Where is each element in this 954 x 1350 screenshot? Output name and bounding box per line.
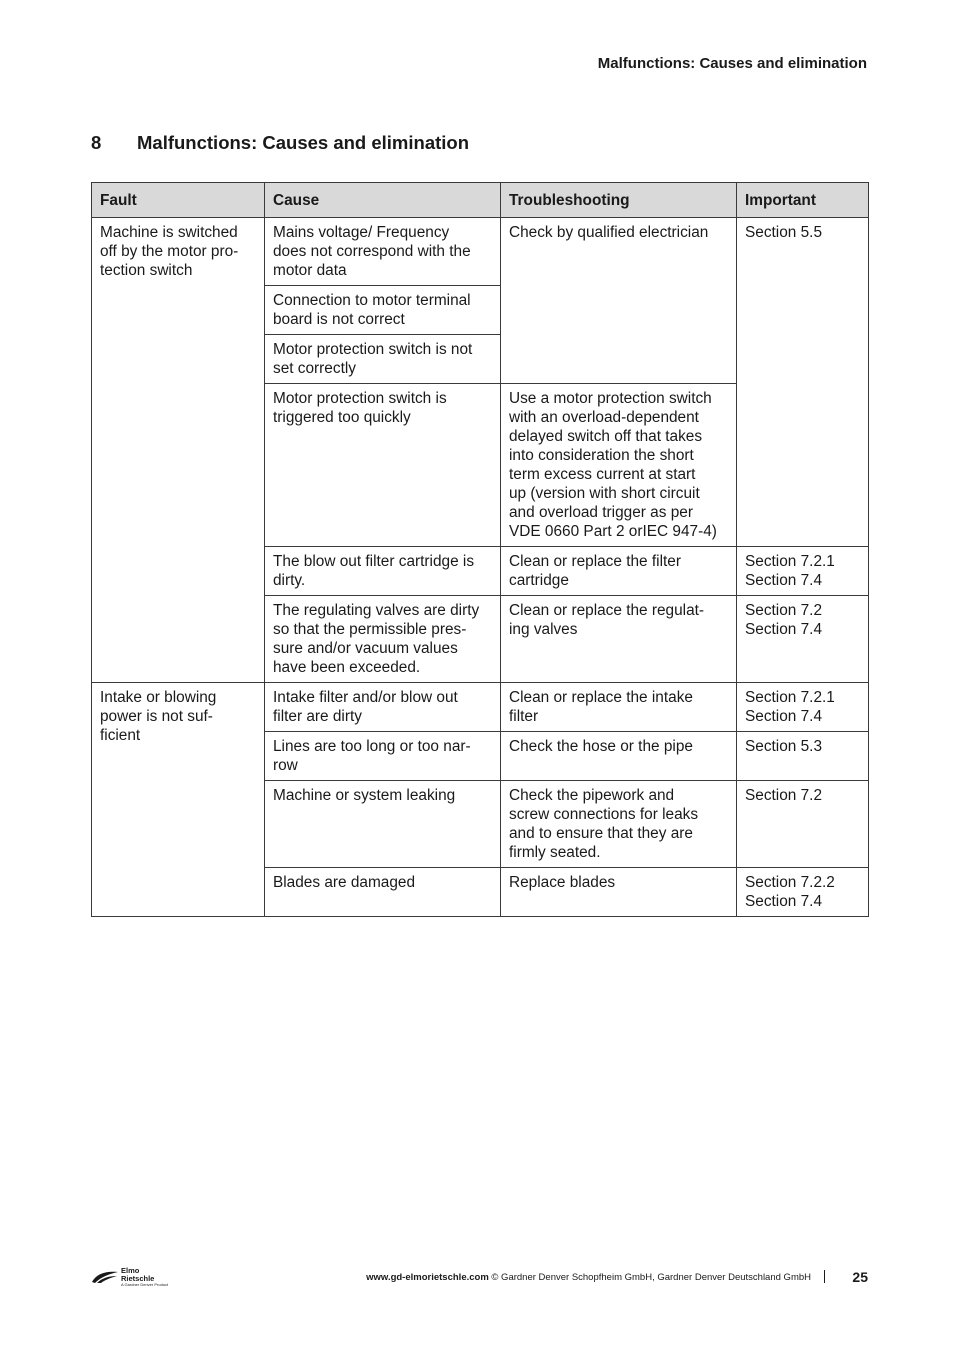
cell-line: ficient bbox=[100, 727, 141, 744]
cell-line: Machine or system leaking bbox=[273, 787, 456, 804]
troubleshooting-cell bbox=[501, 781, 737, 868]
footer-url[interactable]: www.gd-elmorietschle.com bbox=[366, 1272, 489, 1283]
cell-line: tection switch bbox=[100, 262, 193, 279]
cell-line: row bbox=[273, 757, 298, 774]
cell-line: Mains voltage/ Frequency bbox=[273, 224, 450, 241]
cell-line: screw connections for leaks bbox=[509, 806, 699, 823]
brand-wordmark bbox=[121, 1267, 168, 1287]
cell-line: with an overload-dependent bbox=[509, 409, 699, 426]
cell-line: Check by qualified electrician bbox=[509, 224, 709, 241]
troubleshooting-cell bbox=[501, 732, 737, 781]
cell-line: up (version with short circuit bbox=[509, 485, 700, 502]
section-title: Malfunctions: Causes and elimination bbox=[137, 132, 470, 153]
cell-line: Intake or blowing bbox=[100, 689, 217, 706]
cause-cell bbox=[265, 286, 501, 335]
cell-line: Motor protection switch is not bbox=[273, 341, 473, 358]
troubleshooting-cell bbox=[501, 218, 737, 384]
column-header-cause: Cause bbox=[265, 183, 501, 218]
cell-line: Section 7.2 bbox=[745, 602, 823, 619]
cause-cell bbox=[265, 547, 501, 596]
cell-line: Section 7.2.2 bbox=[745, 874, 835, 891]
troubleshooting-cell bbox=[501, 596, 737, 683]
cell-line: cartridge bbox=[509, 572, 569, 589]
cell-line: The blow out filter cartridge is bbox=[273, 553, 475, 570]
cell-line: Lines are too long or too nar- bbox=[273, 738, 471, 755]
important-cell bbox=[737, 218, 869, 547]
cell-line: motor data bbox=[273, 262, 347, 279]
table-row bbox=[92, 683, 869, 732]
column-header-fault: Fault bbox=[92, 183, 265, 218]
cell-line: triggered too quickly bbox=[273, 409, 411, 426]
cell-line: Section 7.4 bbox=[745, 572, 823, 589]
brand-logo bbox=[91, 1267, 168, 1287]
troubleshooting-cell bbox=[501, 683, 737, 732]
cell-line: Section 7.2 bbox=[745, 787, 823, 804]
cell-line: Clean or replace the filter bbox=[509, 553, 681, 570]
malfunctions-table bbox=[91, 182, 869, 917]
cause-cell bbox=[265, 683, 501, 732]
section-heading bbox=[91, 132, 469, 154]
troubleshooting-cell bbox=[501, 384, 737, 547]
important-cell bbox=[737, 596, 869, 683]
cell-line: Blades are damaged bbox=[273, 874, 416, 891]
cell-line: The regulating valves are dirty bbox=[273, 602, 480, 619]
cell-line: filter bbox=[509, 708, 539, 725]
fault-cell bbox=[92, 683, 265, 917]
page-number: 25 bbox=[852, 1269, 868, 1285]
section-number: 8 bbox=[91, 132, 102, 153]
cell-line: Connection to motor terminal bbox=[273, 292, 471, 309]
troubleshooting-cell bbox=[501, 547, 737, 596]
cause-cell bbox=[265, 868, 501, 917]
cell-line: so that the permissible pres- bbox=[273, 621, 467, 638]
cell-line: Motor protection switch is bbox=[273, 390, 447, 407]
cause-cell bbox=[265, 384, 501, 547]
important-cell bbox=[737, 683, 869, 732]
cell-line: Section 7.4 bbox=[745, 621, 823, 638]
cell-line: sure and/or vacuum values bbox=[273, 640, 458, 657]
cell-line: and overload trigger as per bbox=[509, 504, 693, 521]
cell-line: Section 7.2.1 bbox=[745, 553, 835, 570]
cell-line: Section 7.4 bbox=[745, 893, 823, 910]
cause-cell bbox=[265, 781, 501, 868]
cell-line: Machine is switched bbox=[100, 224, 238, 241]
cell-line: Use a motor protection switch bbox=[509, 390, 712, 407]
cell-line: filter are dirty bbox=[273, 708, 362, 725]
table-header-row bbox=[92, 183, 869, 218]
cell-line: and to ensure that they are bbox=[509, 825, 693, 842]
footer-copyright: © Gardner Denver Schopfheim GmbH, Gardner Denver Deutschland GmbH bbox=[488, 1272, 811, 1283]
cell-line: Section 5.3 bbox=[745, 738, 823, 755]
cell-line: Intake filter and/or blow out bbox=[273, 689, 458, 706]
cell-line: Check the hose or the pipe bbox=[509, 738, 693, 755]
cause-cell bbox=[265, 596, 501, 683]
important-cell bbox=[737, 781, 869, 868]
cell-line: Clean or replace the regulat- bbox=[509, 602, 705, 619]
column-header-important: Important bbox=[737, 183, 869, 218]
cell-line: VDE 0660 Part 2 orIEC 947-4) bbox=[509, 523, 717, 540]
column-header-troubleshooting: Troubleshooting bbox=[501, 183, 737, 218]
cell-line: Section 5.5 bbox=[745, 224, 823, 241]
cause-cell bbox=[265, 335, 501, 384]
cell-line: into consideration the short bbox=[509, 447, 694, 464]
important-cell bbox=[737, 547, 869, 596]
important-cell bbox=[737, 732, 869, 781]
cause-cell bbox=[265, 732, 501, 781]
cell-line: off by the motor pro- bbox=[100, 243, 239, 260]
cell-line: Clean or replace the intake bbox=[509, 689, 693, 706]
cell-line: firmly seated. bbox=[509, 844, 601, 861]
brand-line-2: Rietschle bbox=[121, 1273, 155, 1283]
cell-line: Section 7.2.1 bbox=[745, 689, 835, 706]
cell-line: have been exceeded. bbox=[273, 659, 421, 676]
troubleshooting-cell bbox=[501, 868, 737, 917]
footer-credits bbox=[366, 1272, 811, 1283]
table-row bbox=[92, 218, 869, 286]
cell-line: board is not correct bbox=[273, 311, 405, 328]
cell-line: power is not suf- bbox=[100, 708, 213, 725]
cell-line: dirty. bbox=[273, 572, 306, 589]
cell-line: does not correspond with the bbox=[273, 243, 471, 260]
cell-line: Check the pipework and bbox=[509, 787, 675, 804]
running-header: Malfunctions: Causes and elimination bbox=[597, 55, 867, 72]
footer-divider bbox=[824, 1270, 825, 1283]
cell-line: term excess current at start bbox=[509, 466, 696, 483]
cause-cell bbox=[265, 218, 501, 286]
cell-line: set correctly bbox=[273, 360, 356, 377]
cell-line: Replace blades bbox=[509, 874, 616, 891]
fault-cell bbox=[92, 218, 265, 683]
cell-line: ing valves bbox=[509, 621, 578, 638]
brand-line-1: Elmo bbox=[121, 1266, 140, 1275]
brand-tagline: A Gardner Denver Product bbox=[121, 1282, 169, 1287]
cell-line: Section 7.4 bbox=[745, 708, 823, 725]
important-cell bbox=[737, 868, 869, 917]
cell-line: delayed switch off that takes bbox=[509, 428, 703, 445]
swoosh-logo-icon bbox=[91, 1270, 119, 1284]
